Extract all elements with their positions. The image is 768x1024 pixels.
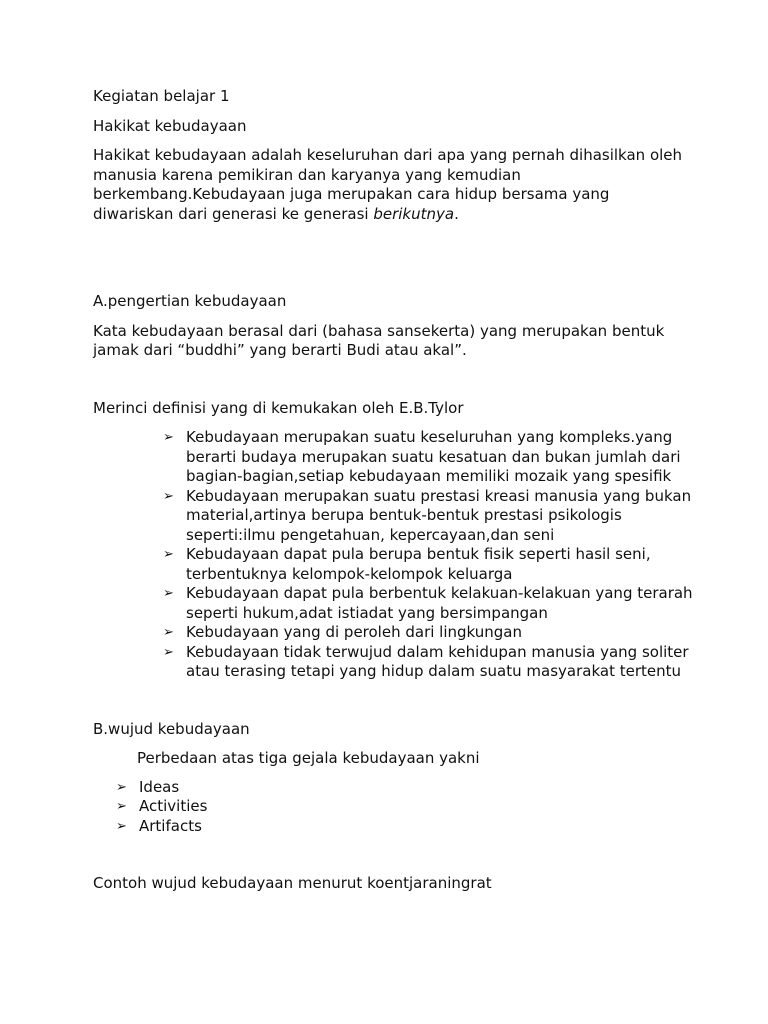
document-page: [93, 87, 693, 894]
arrow-bullet-icon: ➢: [163, 430, 174, 445]
list-item: ➢ Kebudayaan tidak terwujud dalam kehidupan manusia yang soliter atau terasing tetapi yang hidup dalam suatu masyarakat tertentu: [163, 642, 689, 680]
tylor-intro: Merinci definisi yang di kemukakan oleh E.B.Tylor: [93, 398, 464, 417]
list-item: ➢ Kebudayaan dapat pula berbentuk kelakuan-kelakuan yang terarah seperti hukum,adat istiadat yang bersimpangan: [163, 584, 693, 622]
section-b-intro: Perbedaan atas tiga gejala kebudayaan yakni: [137, 749, 480, 767]
tylor-definition-list: [93, 428, 693, 682]
arrow-bullet-icon: ➢: [163, 586, 174, 601]
arrow-bullet-icon: ➢: [163, 547, 174, 562]
arrow-bullet-icon: ➢: [116, 779, 127, 795]
intro-paragraph: [93, 146, 693, 224]
arrow-bullet-icon: ➢: [116, 818, 127, 834]
arrow-bullet-icon: ➢: [163, 625, 174, 640]
list-item: ➢ Artifacts: [116, 816, 202, 835]
list-item: ➢ Kebudayaan dapat pula berupa bentuk fisik seperti hasil seni, terbentuknya kelompok-kelompok keluarga: [163, 545, 651, 583]
list-item: ➢ Kebudayaan merupakan suatu prestasi kreasi manusia yang bukan material,artinya berupa bentuk-bentuk prestasi psikologis seperti:ilmu pengetahuan, kepercayaan,dan seni: [163, 486, 692, 544]
section-a-paragraph: Kata kebudayaan berasal dari (bahasa sansekerta) yang merupakan bentuk jamak dari “buddhi” yang berarti Budi atau akal”.: [93, 321, 665, 359]
document-heading: Kegiatan belajar 1: [93, 87, 230, 105]
document-subheading: Hakikat kebudayaan: [93, 116, 247, 135]
list-item: ➢ Kebudayaan merupakan suatu keseluruhan yang kompleks.yang berarti budaya merupakan suatu kesatuan dan bukan jumlah dari bagian-bagian,setiap kebudayaan memiliki mozaik yang spesifik: [163, 428, 681, 485]
list-item: ➢ Activities: [116, 797, 208, 815]
culture-forms-list: [93, 778, 693, 837]
section-a-title: A.pengertian kebudayaan: [93, 292, 287, 310]
arrow-bullet-icon: ➢: [163, 488, 174, 504]
closing-line: Contoh wujud kebudayaan menurut koentjaraningrat: [93, 874, 492, 892]
intro-end: .: [454, 204, 459, 223]
list-item: ➢ Kebudayaan yang di peroleh dari lingkungan: [163, 623, 522, 641]
intro-italic: berikutnya: [373, 204, 455, 223]
arrow-bullet-icon: ➢: [116, 799, 127, 814]
arrow-bullet-icon: ➢: [163, 644, 174, 660]
section-b-title: B.wujud kebudayaan: [93, 719, 250, 738]
intro-text: Hakikat kebudayaan adalah keseluruhan dari apa yang pernah dihasilkan oleh manusia karena pemikiran dan karyanya yang kemudian berkembang.Kebudayaan juga merupakan cara hidup bersama yang diwariskan dari generasi ke generasi: [93, 146, 683, 223]
list-item: ➢ Ideas: [116, 777, 180, 796]
